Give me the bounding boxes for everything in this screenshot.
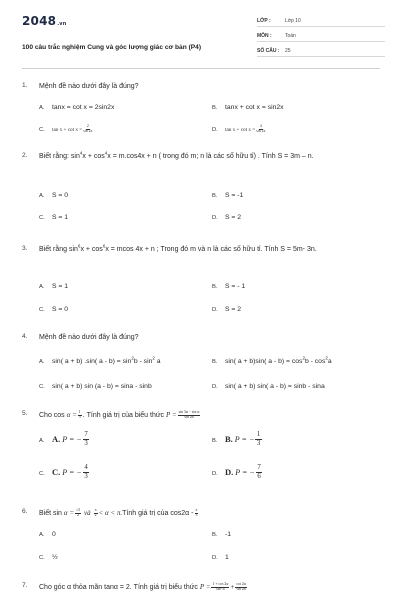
fraction-denominator: 3 bbox=[78, 414, 81, 419]
option-d[interactable] bbox=[212, 554, 229, 561]
option-bold-letter: D. bbox=[225, 466, 234, 477]
option-a[interactable] bbox=[39, 104, 114, 111]
fraction-numerator: cot 2α bbox=[236, 581, 246, 586]
option-text: tanx + cot x = sin2x bbox=[225, 104, 284, 111]
option-text: sin( a + b)sin( a - b) = cos bbox=[225, 358, 303, 365]
meta-count bbox=[257, 47, 385, 57]
option-letter: A. bbox=[39, 532, 45, 538]
option-letter: C. bbox=[39, 470, 45, 477]
question-stem bbox=[39, 245, 381, 255]
fraction-numerator: 1 bbox=[78, 409, 81, 414]
option-exponent: 2 bbox=[325, 355, 328, 361]
stem-part: Tính giá trị của cos2α - bbox=[122, 510, 194, 517]
option-text: -1 bbox=[225, 531, 232, 538]
option-text: S = 0 bbox=[52, 192, 69, 199]
stem-part: Biết rằng: sin bbox=[39, 153, 80, 160]
document-header bbox=[22, 14, 382, 64]
question-stem bbox=[39, 152, 381, 162]
meta-class-value: Lớp 10 bbox=[285, 18, 301, 24]
option-letter: A. bbox=[39, 284, 45, 290]
stem-part: x + cos bbox=[80, 246, 103, 253]
option-text: ½ bbox=[52, 554, 58, 561]
header-divider bbox=[22, 68, 380, 69]
meta-subject-value: Toán bbox=[285, 33, 296, 39]
question-stem: Mệnh đề nào dưới đây là đúng? bbox=[39, 83, 139, 90]
option-text: sin( a + b) sin (a - b) = sina - sinb bbox=[52, 383, 152, 390]
option-d[interactable] bbox=[212, 383, 325, 390]
option-letter: B. bbox=[212, 105, 218, 111]
option-text: sin( a + b) sin( a - b) = sinb - sina bbox=[225, 383, 325, 390]
fraction-denominator: 2 bbox=[94, 512, 97, 517]
stem-fraction bbox=[195, 509, 199, 518]
option-fraction bbox=[83, 125, 92, 134]
option-letter: D. bbox=[212, 215, 218, 221]
stem-part: x = m.cos4x + n ( trong đó m; n là các số hữu tỉ) . Tính S = 3m – n. bbox=[107, 153, 314, 160]
stem-part: . Tính giá trị của biểu thức bbox=[82, 412, 165, 419]
option-text: sin( a + b) .sin( a - b) = sin bbox=[52, 358, 132, 365]
option-c[interactable] bbox=[39, 306, 68, 313]
option-letter: B. bbox=[212, 284, 218, 290]
option-letter: A. bbox=[39, 105, 45, 111]
option-letter: C. bbox=[39, 384, 45, 390]
option-b[interactable] bbox=[212, 355, 332, 365]
fraction-denominator: sin 2x bbox=[83, 128, 93, 133]
option-letter: C. bbox=[39, 127, 45, 134]
option-letter: C. bbox=[39, 555, 45, 561]
option-text: b - sin bbox=[133, 358, 153, 365]
question-stem bbox=[39, 508, 381, 519]
option-text: S = 2 bbox=[225, 214, 242, 221]
fraction-numerator: π bbox=[195, 507, 198, 512]
stem-fraction bbox=[211, 583, 229, 592]
fraction-numerator: 2 bbox=[86, 124, 89, 128]
fraction-denominator: 2 bbox=[77, 512, 80, 517]
fraction-denominator: sin 2α bbox=[184, 414, 194, 419]
meta-count-value: 25 bbox=[285, 48, 291, 54]
option-letter: A. bbox=[39, 437, 45, 444]
option-d[interactable] bbox=[212, 125, 266, 134]
option-letter: A. bbox=[39, 193, 45, 199]
option-c[interactable] bbox=[39, 465, 90, 481]
stem-part: Biết rằng sin bbox=[39, 246, 78, 253]
option-c[interactable] bbox=[39, 383, 152, 390]
option-b[interactable] bbox=[212, 283, 245, 290]
option-expr: P = − bbox=[62, 467, 82, 477]
stem-fraction bbox=[94, 509, 98, 518]
option-b[interactable] bbox=[212, 531, 231, 538]
meta-count-label: SỐ CÂU : bbox=[257, 48, 280, 54]
question-number: 7. bbox=[22, 582, 28, 589]
option-letter: B. bbox=[212, 532, 218, 538]
fraction-numerator: 1 + cos 2α bbox=[212, 581, 229, 586]
question-stem: Mệnh đề nào dưới đây là đúng? bbox=[39, 334, 139, 341]
stem-fraction bbox=[75, 509, 81, 518]
option-letter: A. bbox=[39, 359, 45, 365]
option-letter: D. bbox=[212, 127, 218, 134]
fraction-denominator: sin 2α bbox=[236, 586, 246, 591]
fraction-denominator: 3 bbox=[84, 439, 88, 447]
fraction-denominator: 3 bbox=[256, 439, 261, 447]
option-text: S = 0 bbox=[52, 306, 69, 313]
site-logo[interactable] bbox=[22, 14, 67, 28]
option-text: tan x + cot x = bbox=[225, 127, 256, 134]
fraction-numerator: √3 bbox=[76, 507, 81, 512]
question-stem bbox=[39, 582, 381, 593]
logo-suffix: .vn bbox=[57, 21, 67, 27]
option-text: S = -1 bbox=[225, 192, 244, 199]
question-number: 6. bbox=[22, 508, 28, 515]
option-a[interactable] bbox=[39, 355, 161, 365]
option-expr: P = − bbox=[62, 434, 82, 444]
fraction-denominator: sin² α bbox=[216, 586, 225, 591]
stem-fraction bbox=[235, 583, 246, 592]
stem-exponent: 4 bbox=[79, 150, 83, 156]
stem-expression-label: P = bbox=[166, 411, 177, 419]
fraction-numerator: 4 bbox=[83, 465, 89, 473]
option-text: a bbox=[327, 358, 332, 365]
option-a[interactable] bbox=[39, 531, 56, 538]
option-a[interactable] bbox=[39, 192, 68, 199]
fraction-denominator: 6 bbox=[257, 472, 261, 480]
stem-fraction bbox=[78, 411, 82, 420]
option-text: S = 1 bbox=[52, 283, 69, 290]
stem-expression-label: P = bbox=[199, 583, 211, 591]
option-fraction bbox=[255, 432, 261, 448]
option-text: tanx = cot x = 2sin2x bbox=[52, 104, 115, 111]
logo-text: 2048 bbox=[22, 14, 57, 28]
option-c[interactable] bbox=[39, 125, 93, 134]
question-number: 1. bbox=[22, 82, 28, 89]
option-expr: P = − bbox=[234, 434, 255, 444]
option-exponent: 2 bbox=[131, 355, 134, 361]
option-text: 1 bbox=[225, 554, 229, 561]
option-letter: D. bbox=[212, 555, 218, 561]
option-bold-letter: A. bbox=[52, 433, 61, 444]
stem-fraction bbox=[178, 411, 201, 420]
option-exponent: 2 bbox=[152, 355, 155, 361]
option-letter: D. bbox=[212, 384, 218, 390]
option-letter: B. bbox=[212, 359, 218, 365]
fraction-numerator: 4 bbox=[259, 124, 262, 128]
option-text: tan x + cot x = bbox=[52, 127, 83, 134]
option-b[interactable] bbox=[212, 104, 284, 111]
document-title: 100 câu trắc nghiệm Cung và góc lượng giác cơ bản (P4) bbox=[22, 44, 202, 51]
option-c[interactable] bbox=[39, 214, 68, 221]
option-letter: C. bbox=[39, 215, 45, 221]
stem-part: + bbox=[230, 583, 235, 591]
option-fraction bbox=[83, 432, 89, 448]
option-letter: B. bbox=[212, 437, 218, 444]
fraction-numerator: 7 bbox=[83, 432, 89, 440]
option-bold-letter: B. bbox=[225, 433, 233, 444]
fraction-denominator: 3 bbox=[195, 512, 198, 517]
option-fraction bbox=[83, 465, 89, 481]
stem-part: < α < π. bbox=[98, 509, 123, 517]
stem-part: Biết sin bbox=[39, 510, 62, 517]
question-number: 3. bbox=[22, 245, 28, 252]
meta-subject-label: MÔN : bbox=[257, 33, 272, 39]
option-expression bbox=[52, 464, 90, 480]
fraction-numerator: sin 3α − sin α bbox=[178, 409, 200, 414]
question-number: 2. bbox=[22, 152, 28, 159]
option-letter: D. bbox=[212, 470, 218, 477]
fraction-numerator: π bbox=[94, 507, 97, 512]
stem-part: Cho cos bbox=[39, 412, 65, 419]
option-letter: B. bbox=[212, 193, 218, 199]
option-fraction bbox=[256, 465, 262, 481]
stem-part: x + cos bbox=[82, 153, 105, 160]
option-text: S = 1 bbox=[52, 214, 69, 221]
stem-part: và bbox=[84, 509, 91, 517]
stem-part: Cho góc α thỏa mãn tanα = 2. Tính giá trị biểu thức bbox=[39, 584, 198, 591]
stem-alpha: α = bbox=[63, 509, 75, 517]
meta-class bbox=[257, 17, 385, 27]
stem-exponent: 4 bbox=[104, 150, 108, 156]
fraction-denominator: sin 2x bbox=[256, 128, 266, 133]
option-d[interactable] bbox=[212, 214, 241, 221]
stem-exponent: 6 bbox=[77, 243, 81, 249]
option-bold-letter: C. bbox=[52, 466, 61, 477]
stem-part: x = mcos 4x + n ; Trong đó m và n là các số hữu tỉ. Tính S = 5m- 3n. bbox=[105, 246, 317, 253]
question-number: 4. bbox=[22, 333, 28, 340]
option-expression bbox=[52, 431, 90, 447]
option-text: S = - 1 bbox=[225, 283, 246, 290]
question-stem bbox=[39, 410, 381, 421]
stem-exponent: 6 bbox=[102, 243, 106, 249]
option-d[interactable] bbox=[212, 306, 241, 313]
option-exponent: 2 bbox=[302, 355, 305, 361]
option-expression bbox=[225, 431, 263, 447]
option-a[interactable] bbox=[39, 283, 68, 290]
option-text: 0 bbox=[52, 531, 56, 538]
fraction-numerator: 7 bbox=[256, 465, 262, 473]
option-b[interactable] bbox=[212, 192, 243, 199]
fraction-numerator: 1 bbox=[255, 432, 261, 440]
question-number: 5. bbox=[22, 410, 28, 417]
option-a[interactable] bbox=[39, 432, 90, 448]
option-letter: D. bbox=[212, 307, 218, 313]
meta-class-label: LỚP : bbox=[257, 18, 271, 24]
option-expression bbox=[225, 464, 263, 480]
meta-subject bbox=[257, 32, 385, 42]
option-text: b - cos bbox=[304, 358, 326, 365]
option-c[interactable] bbox=[39, 554, 58, 561]
option-d[interactable] bbox=[212, 465, 263, 481]
option-fraction bbox=[256, 125, 265, 134]
option-text: S = 2 bbox=[225, 306, 242, 313]
option-letter: C. bbox=[39, 307, 45, 313]
stem-alpha: α = bbox=[66, 411, 77, 419]
option-text: a bbox=[154, 358, 161, 365]
option-b[interactable] bbox=[212, 432, 263, 448]
option-expr: P = − bbox=[235, 467, 255, 477]
fraction-denominator: 3 bbox=[84, 472, 88, 480]
